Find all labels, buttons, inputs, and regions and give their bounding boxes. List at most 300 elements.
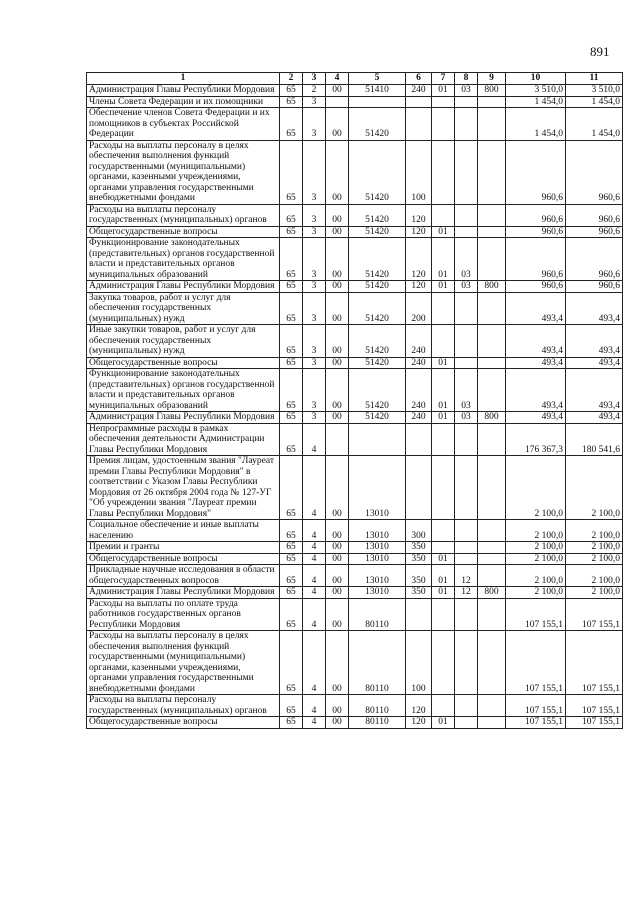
amount-year2-cell: 2 100,0 [566, 587, 623, 599]
subsection-code-cell: 3 [303, 292, 326, 325]
subsection-code-cell: 3 [303, 357, 326, 369]
ministry-code-cell [478, 325, 506, 358]
section-code-cell: 65 [280, 357, 303, 369]
section-code-cell: 65 [280, 281, 303, 293]
amount-year1-cell: 2 100,0 [506, 553, 566, 565]
section-cell: 01 [432, 369, 455, 412]
section-cell [432, 292, 455, 325]
amount-year1-cell: 1 454,0 [506, 108, 566, 141]
program-code-cell: 00 [326, 695, 349, 717]
target-article-cell [349, 423, 406, 456]
ministry-code-cell [478, 96, 506, 108]
section-cell [432, 325, 455, 358]
expense-type-cell: 100 [406, 631, 432, 695]
row-name-cell: Расходы на выплаты персоналу в целях обеспечения выполнения функций государственными (муниципальными) органами, казенными учреждениями, органами управления государственными внебюджетными фондами [87, 140, 280, 204]
table-row [87, 108, 623, 141]
ministry-code-cell [478, 542, 506, 554]
amount-year1-cell: 493,4 [506, 412, 566, 424]
section-code-cell: 65 [280, 695, 303, 717]
ministry-code-cell [478, 598, 506, 631]
table-row [87, 631, 623, 695]
row-name-cell: Премия лицам, удостоенным звания "Лауреат премии Главы Республики Мордовия" в соответствии с Указом Главы Республики Мордовия от 26 октября 2004 года № 127-УГ "Об учреждении звания "Лауреат премии Главы Республики Мордовия" [87, 456, 280, 520]
subsection-code-cell: 2 [303, 85, 326, 97]
section-code-cell: 65 [280, 292, 303, 325]
section-code-cell: 65 [280, 238, 303, 281]
column-header: 10 [506, 73, 566, 85]
subsection-code-cell: 3 [303, 140, 326, 204]
amount-year1-cell: 960,6 [506, 140, 566, 204]
program-code-cell: 00 [326, 598, 349, 631]
ministry-code-cell [478, 204, 506, 226]
subsection-code-cell: 3 [303, 238, 326, 281]
section-cell [432, 520, 455, 542]
row-name-cell: Общегосударственные вопросы [87, 226, 280, 238]
target-article-cell: 13010 [349, 520, 406, 542]
program-code-cell: 00 [326, 587, 349, 599]
target-article-cell: 51420 [349, 204, 406, 226]
subsection-cell [455, 325, 478, 358]
section-cell: 01 [432, 717, 455, 729]
subsection-cell [455, 631, 478, 695]
subsection-cell [455, 717, 478, 729]
expense-type-cell: 120 [406, 238, 432, 281]
ministry-code-cell [478, 238, 506, 281]
ministry-code-cell [478, 565, 506, 587]
subsection-code-cell: 3 [303, 325, 326, 358]
section-cell: 01 [432, 565, 455, 587]
subsection-cell [455, 423, 478, 456]
section-cell: 01 [432, 587, 455, 599]
table-row [87, 520, 623, 542]
program-code-cell: 00 [326, 456, 349, 520]
program-code-cell [326, 96, 349, 108]
section-code-cell: 65 [280, 520, 303, 542]
ministry-code-cell [478, 695, 506, 717]
subsection-code-cell: 3 [303, 412, 326, 424]
amount-year1-cell: 2 100,0 [506, 520, 566, 542]
expense-type-cell [406, 456, 432, 520]
row-name-cell: Администрация Главы Республики Мордовия [87, 587, 280, 599]
expense-type-cell: 120 [406, 226, 432, 238]
amount-year2-cell: 493,4 [566, 292, 623, 325]
expense-type-cell [406, 598, 432, 631]
subsection-cell: 03 [455, 412, 478, 424]
subsection-code-cell: 3 [303, 369, 326, 412]
amount-year2-cell: 960,6 [566, 226, 623, 238]
row-name-cell: Функционирование законодательных (представительных) органов государственной власти и представительных органов муниципальных образований [87, 369, 280, 412]
amount-year2-cell: 107 155,1 [566, 598, 623, 631]
program-code-cell: 00 [326, 369, 349, 412]
subsection-cell [455, 108, 478, 141]
table-row [87, 542, 623, 554]
amount-year2-cell: 107 155,1 [566, 631, 623, 695]
table-row [87, 553, 623, 565]
section-cell [432, 423, 455, 456]
amount-year2-cell: 107 155,1 [566, 717, 623, 729]
subsection-code-cell: 4 [303, 631, 326, 695]
row-name-cell: Социальное обеспечение и иные выплаты населению [87, 520, 280, 542]
amount-year1-cell: 2 100,0 [506, 587, 566, 599]
expense-type-cell: 240 [406, 325, 432, 358]
section-cell: 01 [432, 357, 455, 369]
target-article-cell: 51420 [349, 369, 406, 412]
program-code-cell: 00 [326, 357, 349, 369]
target-article-cell: 51420 [349, 281, 406, 293]
section-code-cell: 65 [280, 85, 303, 97]
amount-year1-cell: 960,6 [506, 226, 566, 238]
subsection-code-cell: 4 [303, 695, 326, 717]
subsection-cell [455, 96, 478, 108]
row-name-cell: Общегосударственные вопросы [87, 717, 280, 729]
section-cell: 01 [432, 226, 455, 238]
subsection-cell: 03 [455, 85, 478, 97]
target-article-cell: 51420 [349, 292, 406, 325]
program-code-cell [326, 423, 349, 456]
section-cell [432, 204, 455, 226]
amount-year1-cell: 3 510,0 [506, 85, 566, 97]
table-row [87, 587, 623, 599]
target-article-cell: 13010 [349, 456, 406, 520]
subsection-code-cell: 4 [303, 423, 326, 456]
table-row [87, 695, 623, 717]
section-code-cell: 65 [280, 587, 303, 599]
amount-year2-cell: 493,4 [566, 412, 623, 424]
amount-year1-cell: 2 100,0 [506, 565, 566, 587]
row-name-cell: Администрация Главы Республики Мордовия [87, 412, 280, 424]
target-article-cell [349, 96, 406, 108]
ministry-code-cell [478, 631, 506, 695]
amount-year1-cell: 107 155,1 [506, 695, 566, 717]
ministry-code-cell [478, 369, 506, 412]
row-name-cell: Расходы на выплаты персоналу государственных (муниципальных) органов [87, 204, 280, 226]
amount-year1-cell: 493,4 [506, 292, 566, 325]
amount-year2-cell: 960,6 [566, 140, 623, 204]
expense-type-cell: 120 [406, 204, 432, 226]
section-code-cell: 65 [280, 412, 303, 424]
table-row [87, 369, 623, 412]
ministry-code-cell [478, 553, 506, 565]
expense-type-cell: 350 [406, 553, 432, 565]
program-code-cell: 00 [326, 717, 349, 729]
column-header: 1 [87, 73, 280, 85]
table-row [87, 456, 623, 520]
target-article-cell: 51420 [349, 357, 406, 369]
amount-year2-cell: 1 454,0 [566, 108, 623, 141]
expense-type-cell: 240 [406, 369, 432, 412]
section-cell: 01 [432, 553, 455, 565]
section-code-cell: 65 [280, 204, 303, 226]
table-row [87, 204, 623, 226]
header-row [87, 73, 623, 85]
subsection-cell [455, 140, 478, 204]
row-name-cell: Премии и гранты [87, 542, 280, 554]
amount-year2-cell: 3 510,0 [566, 85, 623, 97]
budget-table [86, 72, 623, 729]
row-name-cell: Расходы на выплаты персоналу в целях обеспечения выполнения функций государственными (муниципальными) органами, казенными учреждениями, органами управления государственными внебюджетными фондами [87, 631, 280, 695]
target-article-cell: 51420 [349, 226, 406, 238]
subsection-cell: 12 [455, 565, 478, 587]
subsection-code-cell: 3 [303, 96, 326, 108]
amount-year2-cell: 960,6 [566, 204, 623, 226]
amount-year1-cell: 960,6 [506, 204, 566, 226]
table-row [87, 412, 623, 424]
row-name-cell: Прикладные научные исследования в области общегосударственных вопросов [87, 565, 280, 587]
subsection-cell [455, 226, 478, 238]
program-code-cell: 00 [326, 325, 349, 358]
table-row [87, 423, 623, 456]
target-article-cell: 51410 [349, 85, 406, 97]
section-cell: 01 [432, 238, 455, 281]
section-cell: 01 [432, 412, 455, 424]
column-header: 9 [478, 73, 506, 85]
ministry-code-cell [478, 292, 506, 325]
row-name-cell: Иные закупки товаров, работ и услуг для обеспечения государственных (муниципальных) нужд [87, 325, 280, 358]
table-row [87, 357, 623, 369]
section-code-cell: 65 [280, 369, 303, 412]
ministry-code-cell [478, 108, 506, 141]
subsection-code-cell: 3 [303, 204, 326, 226]
section-cell [432, 108, 455, 141]
amount-year2-cell: 107 155,1 [566, 695, 623, 717]
section-code-cell: 65 [280, 108, 303, 141]
table-row [87, 85, 623, 97]
section-cell [432, 96, 455, 108]
ministry-code-cell [478, 357, 506, 369]
target-article-cell: 51420 [349, 412, 406, 424]
section-code-cell: 65 [280, 565, 303, 587]
expense-type-cell: 120 [406, 717, 432, 729]
subsection-cell [455, 456, 478, 520]
program-code-cell: 00 [326, 631, 349, 695]
row-name-cell: Закупка товаров, работ и услуг для обеспечения государственных (муниципальных) нужд [87, 292, 280, 325]
section-code-cell: 65 [280, 423, 303, 456]
table-row [87, 96, 623, 108]
subsection-code-cell: 3 [303, 281, 326, 293]
expense-type-cell [406, 423, 432, 456]
expense-type-cell: 350 [406, 565, 432, 587]
ministry-code-cell [478, 456, 506, 520]
section-cell: 01 [432, 281, 455, 293]
ministry-code-cell [478, 226, 506, 238]
subsection-cell: 03 [455, 369, 478, 412]
expense-type-cell: 350 [406, 587, 432, 599]
expense-type-cell: 350 [406, 542, 432, 554]
amount-year1-cell: 493,4 [506, 369, 566, 412]
section-cell: 01 [432, 85, 455, 97]
program-code-cell: 00 [326, 226, 349, 238]
expense-type-cell: 300 [406, 520, 432, 542]
section-cell [432, 456, 455, 520]
subsection-code-cell: 4 [303, 598, 326, 631]
ministry-code-cell: 800 [478, 281, 506, 293]
amount-year2-cell: 2 100,0 [566, 542, 623, 554]
target-article-cell: 80110 [349, 717, 406, 729]
ministry-code-cell [478, 717, 506, 729]
section-cell [432, 542, 455, 554]
ministry-code-cell [478, 520, 506, 542]
target-article-cell: 51420 [349, 325, 406, 358]
amount-year2-cell: 960,6 [566, 238, 623, 281]
amount-year1-cell: 2 100,0 [506, 456, 566, 520]
program-code-cell: 00 [326, 238, 349, 281]
subsection-code-cell: 4 [303, 553, 326, 565]
expense-type-cell: 120 [406, 695, 432, 717]
subsection-cell [455, 292, 478, 325]
target-article-cell: 13010 [349, 553, 406, 565]
amount-year2-cell: 493,4 [566, 357, 623, 369]
program-code-cell: 00 [326, 281, 349, 293]
target-article-cell: 13010 [349, 542, 406, 554]
ministry-code-cell: 800 [478, 412, 506, 424]
target-article-cell: 13010 [349, 587, 406, 599]
amount-year2-cell: 960,6 [566, 281, 623, 293]
row-name-cell: Общегосударственные вопросы [87, 357, 280, 369]
section-code-cell: 65 [280, 325, 303, 358]
amount-year2-cell: 2 100,0 [566, 456, 623, 520]
program-code-cell: 00 [326, 140, 349, 204]
target-article-cell: 51420 [349, 140, 406, 204]
row-name-cell: Члены Совета Федерации и их помощники [87, 96, 280, 108]
expense-type-cell: 240 [406, 357, 432, 369]
row-name-cell: Функционирование законодательных (представительных) органов государственной власти и представительных органов муниципальных образований [87, 238, 280, 281]
amount-year1-cell: 493,4 [506, 357, 566, 369]
subsection-code-cell: 3 [303, 108, 326, 141]
row-name-cell: Расходы на выплаты по оплате труда работников государственных органов Республики Мордовия [87, 598, 280, 631]
row-name-cell: Непрограммные расходы в рамках обеспечения деятельности Администрации Главы Республики Мордовия [87, 423, 280, 456]
amount-year1-cell: 2 100,0 [506, 542, 566, 554]
subsection-cell [455, 204, 478, 226]
subsection-code-cell: 4 [303, 520, 326, 542]
table-row [87, 292, 623, 325]
subsection-cell [455, 598, 478, 631]
table-row [87, 565, 623, 587]
target-article-cell: 80110 [349, 598, 406, 631]
section-code-cell: 65 [280, 598, 303, 631]
section-code-cell: 65 [280, 631, 303, 695]
amount-year1-cell: 176 367,3 [506, 423, 566, 456]
section-code-cell: 65 [280, 226, 303, 238]
amount-year1-cell: 960,6 [506, 238, 566, 281]
amount-year2-cell: 2 100,0 [566, 520, 623, 542]
row-name-cell: Администрация Главы Республики Мордовия [87, 85, 280, 97]
program-code-cell: 00 [326, 412, 349, 424]
subsection-code-cell: 4 [303, 717, 326, 729]
target-article-cell: 13010 [349, 565, 406, 587]
table-row [87, 281, 623, 293]
amount-year2-cell: 493,4 [566, 369, 623, 412]
ministry-code-cell: 800 [478, 587, 506, 599]
target-article-cell: 80110 [349, 695, 406, 717]
target-article-cell: 51420 [349, 108, 406, 141]
program-code-cell: 00 [326, 292, 349, 325]
expense-type-cell: 200 [406, 292, 432, 325]
row-name-cell: Администрация Главы Республики Мордовия [87, 281, 280, 293]
expense-type-cell: 120 [406, 281, 432, 293]
subsection-cell [455, 695, 478, 717]
subsection-code-cell: 3 [303, 226, 326, 238]
program-code-cell: 00 [326, 108, 349, 141]
subsection-cell [455, 520, 478, 542]
ministry-code-cell [478, 140, 506, 204]
table-row [87, 325, 623, 358]
table-row [87, 598, 623, 631]
column-header: 7 [432, 73, 455, 85]
subsection-cell [455, 542, 478, 554]
expense-type-cell: 100 [406, 140, 432, 204]
ministry-code-cell: 800 [478, 85, 506, 97]
column-header: 3 [303, 73, 326, 85]
amount-year1-cell: 107 155,1 [506, 598, 566, 631]
subsection-code-cell: 4 [303, 542, 326, 554]
ministry-code-cell [478, 423, 506, 456]
subsection-code-cell: 4 [303, 565, 326, 587]
row-name-cell: Расходы на выплаты персоналу государственных (муниципальных) органов [87, 695, 280, 717]
section-cell [432, 598, 455, 631]
table-row [87, 226, 623, 238]
page-number: 891 [590, 44, 610, 59]
section-cell [432, 140, 455, 204]
column-header: 2 [280, 73, 303, 85]
subsection-cell [455, 357, 478, 369]
program-code-cell: 00 [326, 85, 349, 97]
section-code-cell: 65 [280, 456, 303, 520]
amount-year1-cell: 107 155,1 [506, 717, 566, 729]
table-row [87, 238, 623, 281]
column-header: 6 [406, 73, 432, 85]
section-code-cell: 65 [280, 542, 303, 554]
amount-year1-cell: 1 454,0 [506, 96, 566, 108]
column-header: 4 [326, 73, 349, 85]
program-code-cell: 00 [326, 553, 349, 565]
row-name-cell: Общегосударственные вопросы [87, 553, 280, 565]
subsection-code-cell: 4 [303, 587, 326, 599]
column-header: 5 [349, 73, 406, 85]
section-cell [432, 631, 455, 695]
column-header: 8 [455, 73, 478, 85]
column-header: 11 [566, 73, 623, 85]
amount-year2-cell: 493,4 [566, 325, 623, 358]
amount-year2-cell: 2 100,0 [566, 553, 623, 565]
amount-year2-cell: 2 100,0 [566, 565, 623, 587]
amount-year2-cell: 180 541,6 [566, 423, 623, 456]
expense-type-cell [406, 96, 432, 108]
amount-year1-cell: 960,6 [506, 281, 566, 293]
amount-year1-cell: 493,4 [506, 325, 566, 358]
subsection-cell: 12 [455, 587, 478, 599]
table-row [87, 717, 623, 729]
amount-year2-cell: 1 454,0 [566, 96, 623, 108]
expense-type-cell: 240 [406, 85, 432, 97]
expense-type-cell: 240 [406, 412, 432, 424]
target-article-cell: 51420 [349, 238, 406, 281]
subsection-cell [455, 553, 478, 565]
program-code-cell: 00 [326, 565, 349, 587]
subsection-cell: 03 [455, 238, 478, 281]
target-article-cell: 80110 [349, 631, 406, 695]
section-code-cell: 65 [280, 96, 303, 108]
program-code-cell: 00 [326, 542, 349, 554]
table-row [87, 140, 623, 204]
section-code-cell: 65 [280, 140, 303, 204]
section-cell [432, 695, 455, 717]
subsection-code-cell: 4 [303, 456, 326, 520]
row-name-cell: Обеспечение членов Совета Федерации и их помощников в субъектах Российской Федерации [87, 108, 280, 141]
section-code-cell: 65 [280, 553, 303, 565]
program-code-cell: 00 [326, 520, 349, 542]
program-code-cell: 00 [326, 204, 349, 226]
amount-year1-cell: 107 155,1 [506, 631, 566, 695]
expense-type-cell [406, 108, 432, 141]
